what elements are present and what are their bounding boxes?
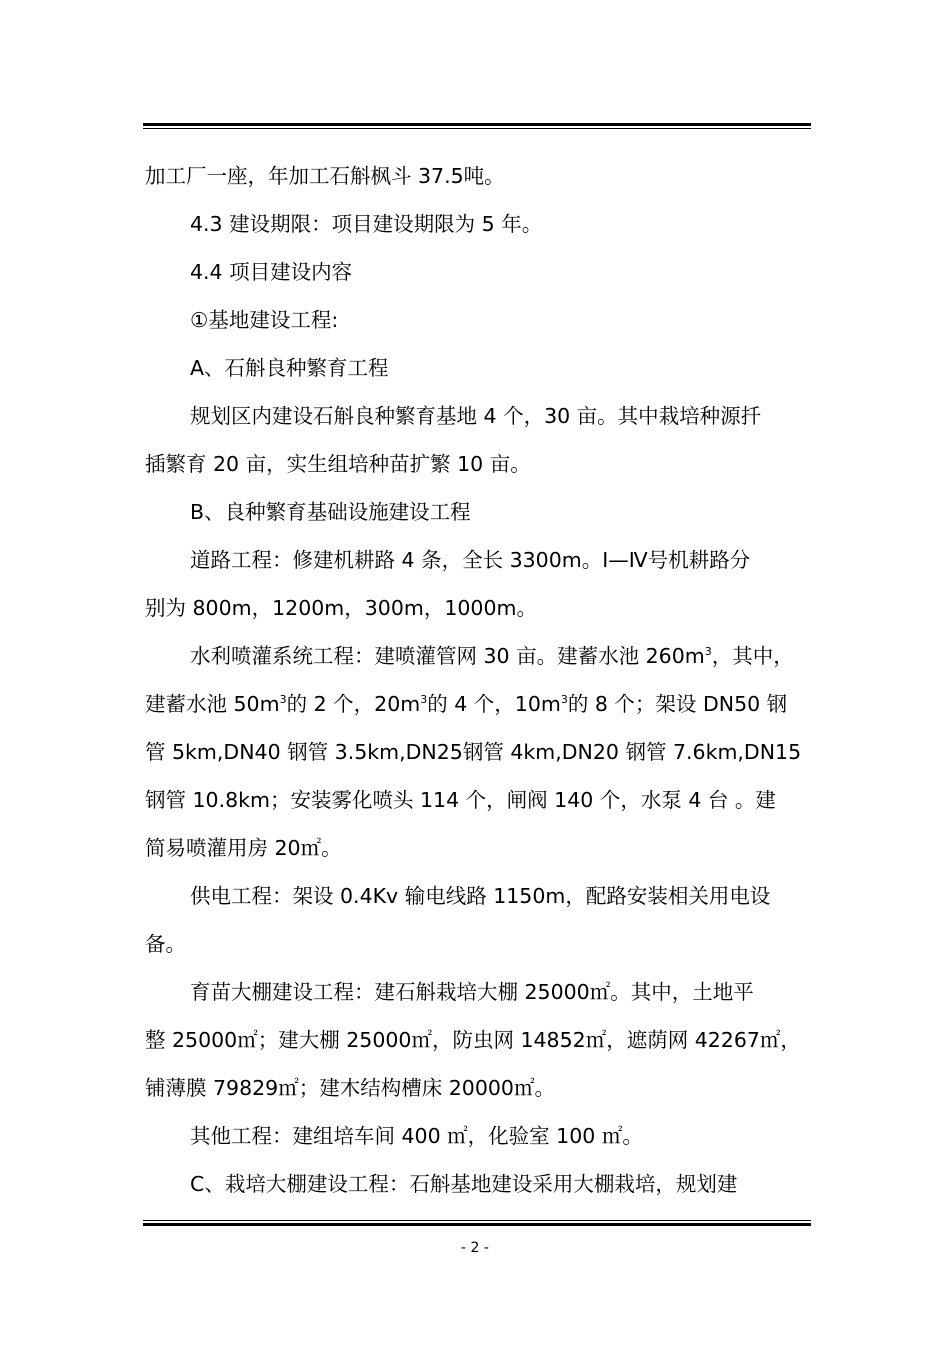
subsection-c-line: C、栽培大棚建设工程：石斛基地建设采用大棚栽培，规划建 [190, 1172, 738, 1196]
greenhouse-line-3: 铺薄膜 79829㎡；建木结构槽床 20000㎡。 [145, 1076, 555, 1100]
header-rule [143, 123, 811, 129]
power-supply-line-2: 备。 [145, 932, 186, 956]
paragraph-line-7: 插繁育 20 亩，实生组培种苗扩繁 10 亩。 [145, 452, 531, 476]
irrigation-line-2: 建蓄水池 $50m^3$的 2 个，$20m^3$的 4 个，$10m^3$的 8 个；架设 DN50 钢 [145, 692, 788, 716]
paragraph-line-1: 加工厂一座，年加工石斛枫斗 37.5吨。 [145, 164, 505, 188]
section-4-3-line: 4.3 建设期限：项目建设期限为 5 年。 [190, 212, 543, 236]
road-works-line-1: 道路工程：修建机耕路 4 条，全长 3300m。Ⅰ—Ⅳ号机耕路分 [190, 548, 751, 572]
power-supply-line-1: 供电工程：架设 0.4Kv 输电线路 1150m，配路安装相关用电设 [190, 884, 771, 908]
header-rule-thin [143, 128, 811, 129]
irrigation-line-3: 管 5km,DN40 钢管 3.5km,DN25钢管 4km,DN20 钢管 7.6km,DN15 [145, 740, 802, 764]
irrigation-line-1: 水利喷灌系统工程：建喷灌管网 30 亩。建蓄水池 $260m^3$，其中， [190, 644, 794, 668]
paragraph-line-6: 规划区内建设石斛良种繁育基地 4 个，30 亩。其中栽培种源扦 [190, 404, 762, 428]
document-body [145, 152, 810, 1208]
footer-rule-thin [143, 1220, 811, 1221]
greenhouse-line-1: 育苗大棚建设工程：建石斛栽培大棚 25000㎡。其中，土地平 [190, 980, 754, 1004]
irrigation-line-5: 简易喷灌用房 20㎡。 [145, 836, 342, 860]
footer-rule-thick [143, 1223, 811, 1226]
footer-rule [143, 1220, 811, 1226]
subsection-a-heading: A、石斛良种繁育工程 [190, 356, 389, 380]
section-4-4-heading: 4.4 项目建设内容 [190, 260, 353, 284]
base-construction-heading: ①基地建设工程: [190, 308, 339, 332]
page-number: - 2 - [461, 1240, 489, 1256]
greenhouse-line-2: 整 25000㎡；建大棚 25000㎡，防虫网 14852㎡，遮荫网 42267㎡， [145, 1028, 801, 1052]
road-works-line-2: 别为 800m，1200m，300m，1000m。 [145, 596, 537, 620]
irrigation-line-4: 钢管 10.8km；安装雾化喷头 114 个，闸阀 140 个，水泵 4 台 。建 [145, 788, 776, 812]
other-works-line: 其他工程：建组培车间 400 ㎡，化验室 100 ㎡。 [190, 1124, 643, 1148]
header-rule-thick [143, 123, 811, 126]
subsection-b-heading: B、良种繁育基础设施建设工程 [190, 500, 471, 524]
